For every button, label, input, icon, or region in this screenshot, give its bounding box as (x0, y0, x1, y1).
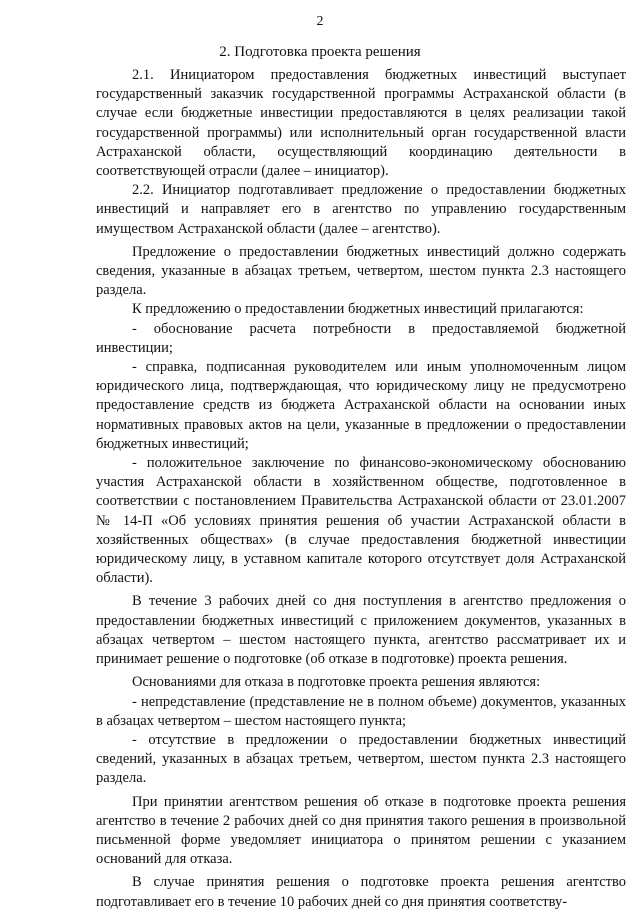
section-heading: 2. Подготовка проекта решения (219, 44, 421, 60)
list-item-justification: - обоснование расчета потребности в предоставляемой бюджетной инвестиции; (96, 320, 626, 356)
paragraph-2-1: 2.1. Инициатором предоставления бюджетных инвестиций выступает государственный заказчик государственной программы Астраханской области (в случае если бюджетные инвестиции предоставляются в целях реализации такой государственной программы) или исполнительный орган государственной власти Астраханской области, осуществляющий координацию деятельности в соответствующей отрасли (далее – инициатор). (96, 67, 626, 180)
paragraph-attachments-intro: К предложению о предоставлении бюджетных инвестиций прилагаются: (132, 301, 584, 318)
list-item-missing-documents: - непредставление (представление не в полном объеме) документов, указанных в абзацах четвертом – шестом настоящего пункта; (96, 693, 626, 729)
paragraph-review-period: В течение 3 рабочих дней со дня поступления в агентство предложения о предоставлении бюджетных инвестиций с приложением документов, указанных в абзацах четвертом – шестом настоящего пункта, агентство рассматривает их и принимает решение о подготовке (об отказе в подготовке) проекта решения. (96, 593, 626, 668)
paragraph-refusal-notice: При принятии агентством решения об отказе в подготовке проекта решения агентство в течение 2 рабочих дней со дня принятия такого решения в произвольной письменной форме уведомляет инициатора о принятом решении с указанием оснований для отказа. (96, 793, 626, 868)
paragraph-proposal-content: Предложение о предоставлении бюджетных инвестиций должно содержать сведения, указанные в абзацах третьем, четвертом, шестом пункта 2.3 настоящего раздела. (96, 243, 626, 299)
paragraph-refusal-grounds-intro: Основаниями для отказа в подготовке проекта решения являются: (132, 674, 541, 691)
list-item-certificate: - справка, подписанная руководителем или иным уполномоченным лицом юридического лица, подтверждающая, что юридическому лицу не предусмотрено предоставление средств из бюджета Астраханской области на основании иных нормативных правовых актов на цели, указанные в предложении о предоставлении бюджетных инвестиций; (96, 359, 626, 452)
list-item-conclusion: - положительное заключение по финансово-экономическому обоснованию участия Астраханской области в хозяйственном обществе, подготовленное в соответствии с постановлением Правительства Астраханской области от 23.01.2007 № 14-П «Об условиях принятия решения об участии Астраханской области в хозяйственных обществах» (в случае предоставления бюджетной инвестиции юридическому лицу, в уставном капитале которого отсутствует доля Астраханской области). (96, 455, 626, 587)
paragraph-2-2: 2.2. Инициатор подготавливает предложение о предоставлении бюджетных инвестиций и направляет его в агентство по управлению государственным имуществом Астраханской области (далее – агентство). (96, 182, 626, 237)
paragraph-preparation: В случае принятия решения о подготовке проекта решения агентство подготавливает его в течение 10 рабочих дней со дня принятия соответству- (96, 874, 626, 910)
document-body (96, 66, 626, 912)
list-item-missing-info: - отсутствие в предложении о предоставлении бюджетных инвестиций сведений, указанных в абзацах третьем, четвертом, шестом пункта 2.3 настоящего раздела. (96, 731, 626, 787)
page-number: 2 (316, 14, 324, 29)
